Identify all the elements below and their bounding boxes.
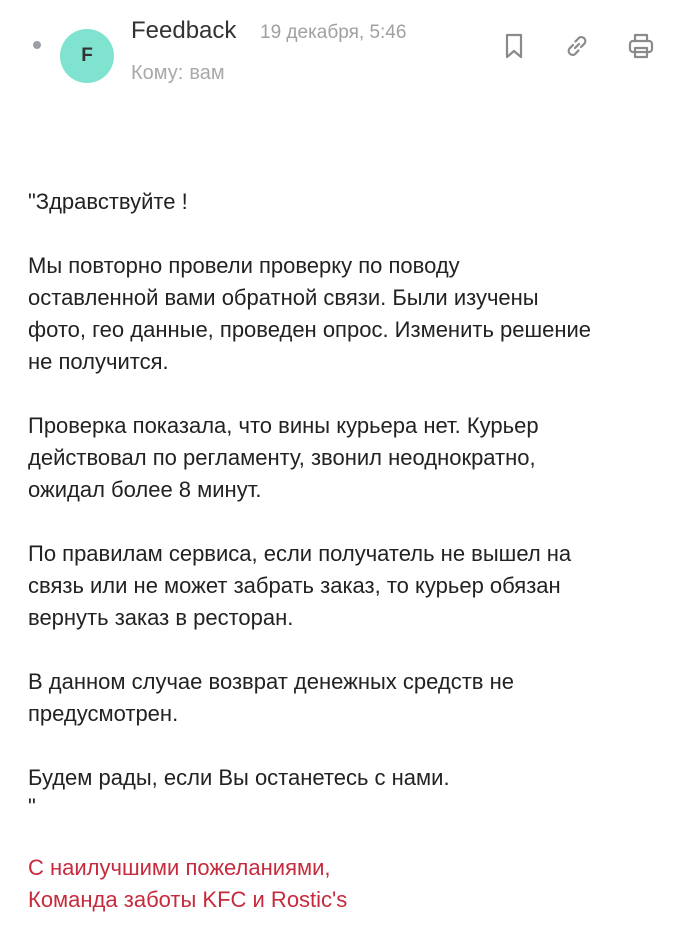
paragraph-rules: По правилам сервиса, если получатель не вышел на связь или не может забрать заказ, то курьер обязан вернуть заказ в ресторан. — [28, 541, 572, 630]
closing-line: Будем рады, если Вы останетесь с нами. — [28, 765, 450, 790]
link-icon — [562, 31, 592, 61]
paragraph-recheck: Мы повторно провели проверку по поводу оставленной вами обратной связи. Были изучены фото, гео данные, проведен опрос. Изменить решение не получится. — [28, 253, 592, 374]
message-date: 19 декабря, 5:46 — [260, 22, 407, 43]
bookmark-button[interactable] — [496, 28, 532, 64]
sender-avatar[interactable] — [60, 29, 114, 83]
message-actions — [496, 28, 676, 64]
paragraph-courier: Проверка показала, что вины курьера нет. Курьер действовал по регламенту, звонил неоднократно, ожидал более 8 минут. — [28, 413, 539, 502]
message-body — [28, 186, 678, 916]
print-button[interactable] — [623, 28, 659, 64]
recipient-value: вам — [189, 62, 225, 84]
paragraph-refund: В данном случае возврат денежных средств не предусмотрен. — [28, 669, 514, 726]
signature-line-1: С наилучшими пожеланиями, — [28, 855, 331, 880]
closing-quote: " — [28, 794, 36, 819]
copy-link-button[interactable] — [559, 28, 595, 64]
greeting: "Здравствуйте ! — [28, 189, 188, 214]
message-header — [0, 0, 700, 100]
sender-name[interactable]: Feedback — [131, 17, 237, 44]
recipient-label: Кому: — [131, 62, 184, 84]
avatar-letter: F — [81, 45, 93, 66]
unread-indicator — [33, 41, 41, 49]
bookmark-icon — [499, 31, 529, 61]
recipient-line[interactable] — [131, 62, 231, 85]
signature-line-2: Команда заботы KFC и Rostic's — [28, 887, 348, 912]
print-icon — [626, 31, 656, 61]
signature — [28, 852, 678, 916]
